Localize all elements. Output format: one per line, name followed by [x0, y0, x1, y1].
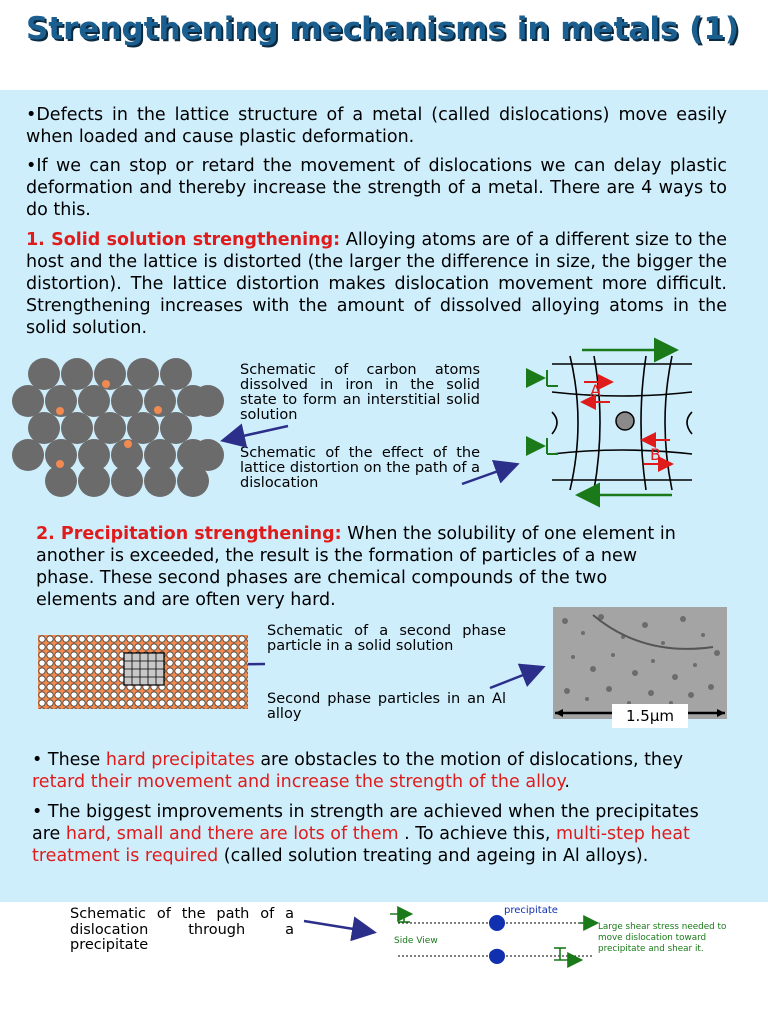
- caption-second-phase-particle: Schematic of a second phase particle in a solid solution: [267, 623, 506, 654]
- intro-paragraph-2: •If we can stop or retard the movement of dislocations we can delay plastic deformation and thereby increase the strength of a metal. There are 4 ways to do this.: [26, 156, 727, 220]
- label-shear-stress: Large shear stress needed to move dislocation toward precipitate and shear it.: [598, 922, 727, 954]
- bullet-1-text-a: • These: [32, 750, 106, 770]
- label-precipitate: precipitate: [504, 905, 558, 916]
- bullet-1-text-b: are obstacles to the motion of dislocations, they: [254, 750, 684, 770]
- solute-atom: [616, 412, 634, 430]
- caption-carbon-atoms: Schematic of carbon atoms dissolved in iron in the solid state to form an interstitial solid solution: [240, 362, 480, 423]
- bullet-1-text-c: .: [564, 772, 570, 792]
- bullet-hard-precipitates: [32, 749, 732, 793]
- caption-dislocation-path: Schematic of the path of a dislocation through a precipitate: [70, 906, 294, 953]
- bullet-2-highlight-1: hard, small and there are lots of them: [65, 824, 399, 844]
- bullet-2-highlight-2: multi-step heat treatment is required: [32, 824, 690, 866]
- solid-solution-heading: 1. Solid solution strengthening:: [26, 230, 341, 250]
- label-side-view: Side View: [394, 936, 438, 946]
- bullet-1-highlight-2: retard their movement and increase the strength of the alloy: [32, 772, 565, 792]
- al-alloy-micrograph: [553, 607, 727, 719]
- scale-label: 1.5μm: [612, 704, 688, 728]
- arrow-to-lattice: [225, 426, 288, 440]
- bullet-1-highlight-1: hard precipitates: [105, 750, 255, 770]
- solid-solution-body: Alloying atoms are of a different size to the host and the lattice is distorted (the larger the difference in size, the bigger the distortion). The lattice distortion makes dislocation movement more difficult. Strengthening increases with the amount of dissolved alloying atoms in the solid solution.: [26, 230, 727, 338]
- dislocation-symbols: [526, 370, 558, 454]
- label-a: A: [590, 381, 601, 400]
- precipitation-paragraph: [36, 523, 676, 611]
- arrow-to-path-diagram: [304, 921, 372, 932]
- arrow-to-distortion: [462, 465, 515, 484]
- page-title: Strengthening mechanisms in metals (1): [26, 11, 740, 47]
- bullet-biggest-improvements: [32, 801, 732, 867]
- arrow-to-micrograph: [490, 668, 541, 688]
- second-phase-particle-diagram: [38, 635, 248, 709]
- precipitation-body: When the solubility of one element in another is exceeded, the result is the formation of particles of a new phase. These second phases are chemical compounds of the two elements and are often very hard.: [36, 524, 676, 610]
- lattice-distortion-diagram: [522, 342, 702, 502]
- caption-al-alloy: Second phase particles in an Al alloy: [267, 691, 506, 722]
- label-b: B: [650, 445, 661, 464]
- bullet-2-text-a: • The biggest improvements in strength are achieved when the precipitates are: [32, 802, 699, 844]
- bullet-2-text-c: (called solution treating and ageing in Al alloys).: [218, 846, 649, 866]
- caption-lattice-distortion: Schematic of the effect of the lattice distortion on the path of a dislocation: [240, 445, 480, 491]
- intro-paragraph-1: •Defects in the lattice structure of a metal (called dislocations) move easily when loaded and cause plastic deformation.: [26, 105, 727, 147]
- bullet-2-text-b: . To achieve this,: [398, 824, 556, 844]
- precipitate-top: [489, 915, 505, 931]
- precipitation-heading: 2. Precipitation strengthening:: [36, 524, 342, 544]
